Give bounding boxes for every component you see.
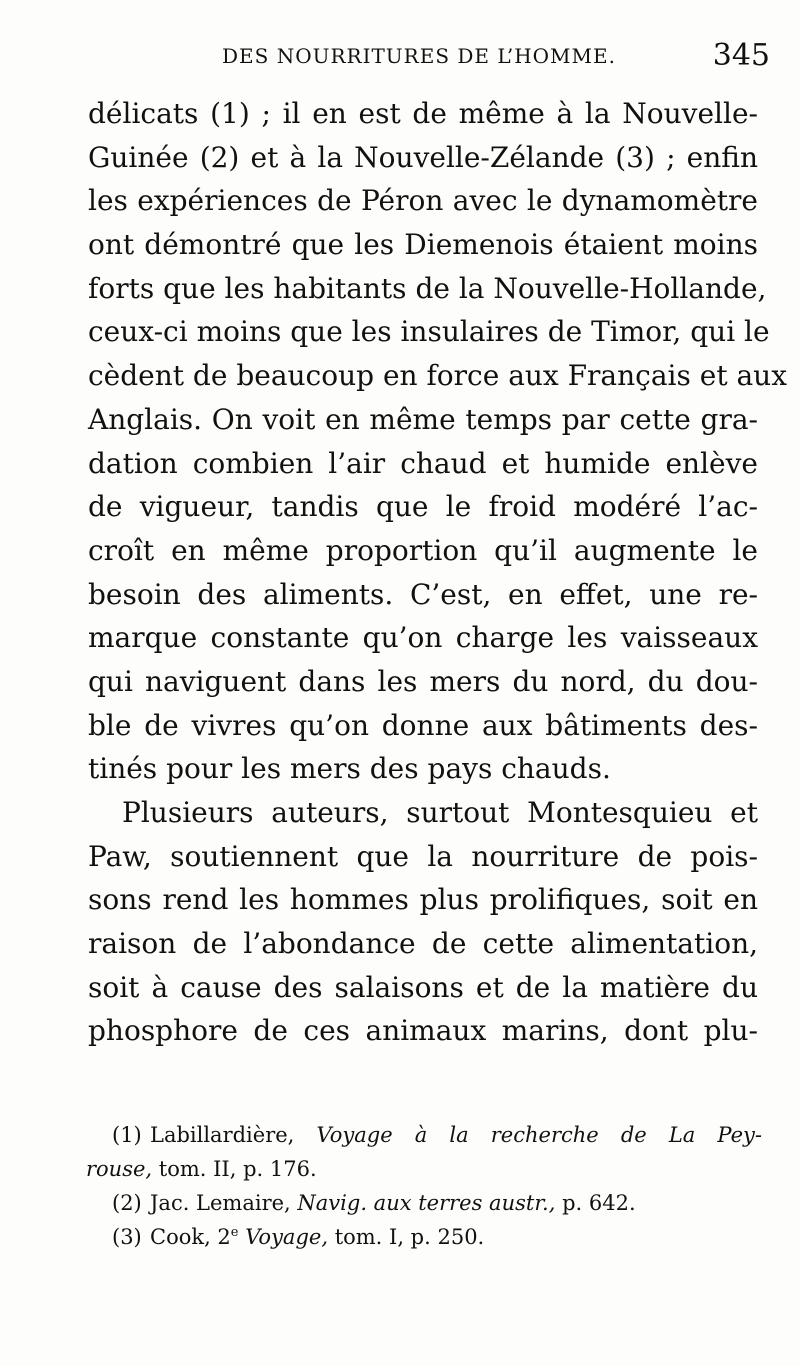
body-line-15: ble de vivres qu’on donne aux bâtiments des- [88, 708, 758, 742]
footnote-3-author: Cook, 2 [150, 1225, 231, 1249]
body-line-6: ceux-ci moins que les insulaires de Timor, qui le [88, 315, 770, 349]
footnote-2-marker: (2) [112, 1191, 142, 1215]
footnote-3-rest: tom. I, p. 250. [334, 1225, 485, 1249]
page-number: 345 [712, 38, 770, 73]
body-line-1: délicats (1) ; il en est de même à la Nouvelle- [88, 97, 758, 130]
body-line-3: les expériences de Péron avec le dynamomètre [88, 184, 758, 218]
footnote-2 [112, 1186, 762, 1220]
footnote-1-title-end: rouse, [86, 1157, 153, 1181]
body-line-16: tinés pour les mers des pays chauds. [88, 752, 611, 786]
footnote-3-marker: (3) [112, 1225, 142, 1249]
footnote-1-author: Labillardière, [150, 1123, 295, 1147]
body-text [88, 92, 788, 1053]
body-line-5: forts que les habitants de la Nouvelle-Hollande, [88, 271, 767, 305]
footnotes [86, 1118, 762, 1254]
body-line-4: ont démontré que les Diemenois étaient moins [88, 228, 758, 262]
body-line-13: marque constante qu’on charge les vaisseaux [88, 621, 758, 655]
footnote-3-superscript: e [230, 1225, 239, 1240]
footnote-2-title: Navig. aux terres austr., [297, 1191, 556, 1215]
body-line-22: phosphore de ces animaux marins, dont plu- [88, 1014, 758, 1048]
footnote-1-title: Voyage à la recherche de La Pey- [316, 1123, 762, 1147]
body-line-12: besoin des aliments. C’est, en effet, une re- [88, 577, 758, 611]
body-line-10: de vigueur, tandis que le froid modéré l’ac- [88, 490, 758, 524]
footnote-2-author: Jac. Lemaire, [150, 1191, 291, 1215]
footnote-1 [112, 1118, 762, 1152]
footnote-1-rest: tom. II, p. 176. [158, 1157, 317, 1181]
body-line-7: cèdent de beaucoup en force aux Français et aux [88, 359, 788, 393]
body-line-14: qui naviguent dans les mers du nord, du dou- [88, 664, 758, 698]
body-line-11: croît en même proportion qu’il augmente le [88, 533, 758, 567]
body-line-19: sons rend les hommes plus prolifiques, soit en [88, 883, 758, 917]
footnote-1-marker: (1) [112, 1123, 142, 1147]
body-line-17: Plusieurs auteurs, surtout Montesquieu et [122, 796, 758, 829]
body-line-20: raison de l’abondance de cette alimentation, [88, 927, 758, 961]
body-line-2: Guinée (2) et à la Nouvelle-Zélande (3) ; enfin [88, 140, 758, 174]
body-line-9: dation combien l’air chaud et humide enlève [88, 446, 758, 480]
body-line-8: Anglais. On voit en même temps par cette gra- [88, 402, 758, 436]
body-line-18: Paw, soutiennent que la nourriture de pois- [88, 839, 758, 873]
running-head: DES NOURRITURES DE L’HOMME. [222, 44, 616, 68]
footnote-3-title: Voyage, [245, 1225, 328, 1249]
footnote-1-continued [86, 1152, 762, 1186]
footnote-2-rest: p. 642. [562, 1191, 636, 1215]
body-line-21: soit à cause des salaisons et de la matière du [88, 970, 758, 1004]
footnote-3 [112, 1220, 762, 1254]
